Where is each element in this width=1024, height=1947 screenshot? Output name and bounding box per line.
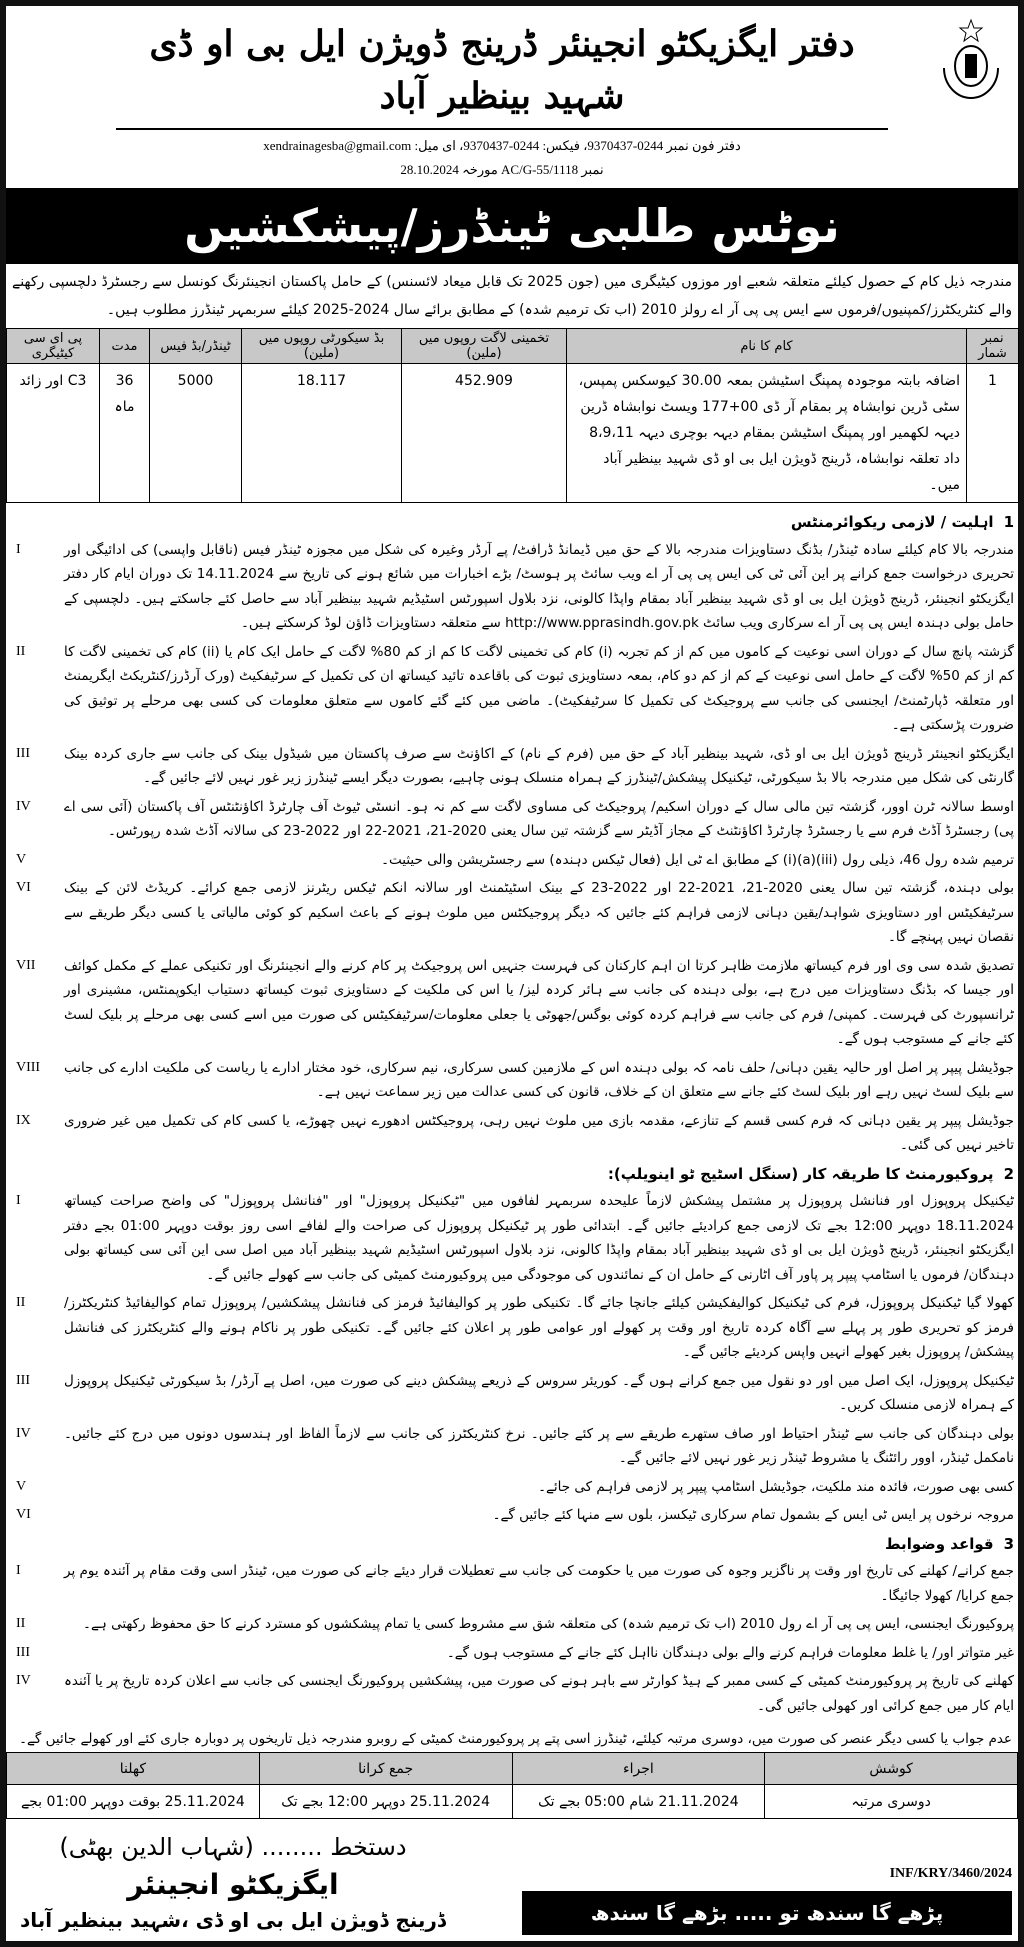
section-number: 3 [1003, 1534, 1014, 1553]
cell-category: C3 اور زائد [7, 364, 100, 503]
reference-number: نمبر AC/G-55/1118 مورخہ 28.10.2024 [400, 162, 604, 177]
clause [10, 1109, 1014, 1158]
footer-right [522, 1863, 1012, 1935]
retender-note: عدم جواب یا کسی دیگر عنصر کی صورت میں، دوسری مرتبہ کیلئے، ٹینڈرز اسی پتے پر پروکیورمنٹ کمیٹی کے روبرو مندرجہ ذیل تاریخوں پر دوبارہ جاری کئے اور کھولے جائیں گے۔ [19, 1731, 1012, 1747]
clause-text: جمع کرانے/ کھلنے کی تاریخ اور وقت پر ناگزیر وجوہ کی صورت میں یا حکومت کی جانب سے تعطیلات قرار دیئے جانے کی صورت میں، ٹینڈر اسی وقت مقام پر آئندہ یوم پر جمع کرایا/ کھولا جائیگا۔ [64, 1563, 1014, 1604]
col-header: نمبر شمار [967, 329, 1019, 364]
retender-table [6, 1752, 1018, 1819]
clause [10, 848, 1014, 873]
table-row [7, 364, 1019, 503]
clause [10, 742, 1014, 791]
cell-duration: 36 ماہ [100, 364, 150, 503]
clause-text: جوڈیشل پیپر پر اصل اور حالیہ یقین دہانی/ حلف نامہ کہ بولی دہندہ اس کے ملازمین کسی سرکاری، نیم سرکاری، خود مختار ادارے یا ریاست کی ملکیت ادارے کی جانب سے بلیک لسٹ نہیں رہے اور بلیک لسٹ کئے جانے سے متعلق ان کے خلاف، قانون کی کسی عدالت میں زیر سماعت نہیں ہے۔ [64, 1059, 1014, 1100]
clause-number: IX [16, 1112, 31, 1128]
clause-number: III [16, 1372, 30, 1388]
clause [10, 640, 1014, 738]
clause-text: مندرجہ بالا کام کیلئے سادہ ٹینڈر/ بڈنگ دستاویزات مندرجہ بالا کے حق میں ڈیمانڈ ڈرافٹ/ پے آرڈر وغیرہ کی شکل میں مجوزہ ٹینڈر فیس (ناقابل واپسی) کی ادائیگی اور تحریری درخواست جمع کرانے پر این آئی ٹی کی ایس پی پی آر اے ویب سائٹ پر ہوسٹ/ بڑے اخبارات میں شائع ہونے کی تاریخ سے 14.11.2024 تک دوران ایام کار دفتر ایگزیکٹو انجینئر، ڈرینج ڈویژن ایل بی او ڈی شہید بینظیر آباد بمقام واپڈا کالونی، نزد بلاول اسپورٹس اسٹیڈیم شہید بینظیر آباد سے حاصل کئے جاسکتے ہیں۔ دلچسپی کے حامل بولی دہندہ ایس پی پی آر اے سرکاری ویب سائٹ http://www.pprasindh.gov.pk سے متعلقہ دستاویزات ڈاؤن لوڈ کرسکتے ہیں۔ [64, 541, 1014, 631]
col-header: تخمینی لاگت روپوں میں (ملین) [402, 329, 567, 364]
signature: دستخط ........ (شہاب الدین بھٹی) [59, 1833, 407, 1861]
clause-text: تصدیق شدہ سی وی اور فرم کیساتھ ملازمت ظاہر کرتا ان اہم کارکنان کی فہرست جنہیں اس پروجیکٹ پر کام کرنے والے انجینئرنگ اور تکنیکی عملے کے مکمل کوائف اور جیسا کہ بڈنگ دستاویزات میں درج ہے، بولی دہندہ کی جانب سے ہائر کردہ لیز/ یا اس کی ملکیت کے دستاویزی ثبوت کیساتھ دستیاب ایکوپمنٹس، مشینری اور ٹرانسپورٹ کی فہرست۔ کمپنی/ فرم کی جانب سے فراہم کردہ کوئی بوگس/جھوٹی یا جعلی معلومات/سرٹیفکیٹس کی صورت میں اسے کسی بھی مرحلے پر بلیک لسٹ کئے جانے کے مستوجب ہوں گے۔ [64, 957, 1014, 1047]
clause-number: VIII [16, 1059, 41, 1075]
tender-table [6, 328, 1019, 503]
section-number: 1 [1003, 513, 1014, 531]
col-header: پی ای سی کیٹیگری [7, 329, 100, 364]
clause-text: ترمیم شدہ رول 46، ذیلی رول (iii)(a)(i) کے مطابق اے ٹی ایل (فعال ٹیکس دہندہ) سے رجسٹریشن والی حیثیت۔ [381, 851, 1014, 868]
cell-issue: 21.11.2024 شام 05:00 بجے تک [512, 1785, 765, 1819]
section-heading [10, 1162, 1014, 1187]
clause-text: بولی دہندگان کی جانب سے ٹینڈر احتیاط اور صاف ستھرے طریقے سے پر کئے جائیں۔ نرخ کنٹریکٹرز کی جانب سے لازماً الفاظ اور ہندسوں دونوں میں درج کئے جائیں۔ نامکمل ٹینڈر، اوور رائٹنگ یا مشروط ٹینڈر زیر غور نہیں لائے جائیں گے۔ [64, 1425, 1014, 1466]
section-number: 2 [1003, 1164, 1014, 1183]
section-title: قواعد وضوابط [885, 1534, 994, 1553]
clause [10, 795, 1014, 844]
clause-number: III [16, 1644, 30, 1660]
clause-text: اوسط سالانہ ٹرن اوور، گزشتہ تین مالی سال کے دوران اسکیم/ پروجیکٹ کی مساوی لاگت سے کم نہ ہو۔ انسٹی ٹیوٹ آف چارٹرڈ اکاؤنٹنٹس آف پاکستان (آئی سی اے پی) رجسٹرڈ آڈٹ فرم سے یا رجسٹرڈ چارٹرڈ اکاؤنٹنٹ کے مجاز آڈیٹر سے گزشتہ تین سال یعنی 2020-21، 2021-22 اور 2022-23 کی سالانہ آڈٹ شدہ رپورٹس۔ [64, 798, 1014, 839]
clause [10, 1291, 1014, 1365]
office-name: دفتر ایگزیکٹو انجینئر ڈرینج ڈویژن ایل بی او ڈی شہید بینظیر آباد [116, 18, 888, 130]
designation: ایگزیکٹو انجینئر [127, 1868, 339, 1901]
clause [10, 954, 1014, 1052]
clause [10, 1641, 1014, 1666]
cell-cost: 452.909 [402, 364, 567, 503]
col-header: بڈ سیکورٹی روپوں میں (ملین) [242, 329, 402, 364]
clause [10, 1475, 1014, 1500]
clause [10, 1422, 1014, 1471]
clause-text: کسی بھی صورت، فائدہ مند ملکیت، جوڈیشل اسٹامپ پیپر پر لازمی فراہم کی جائے۔ [538, 1478, 1014, 1495]
section-heading [10, 510, 1014, 535]
clause-number: VI [16, 880, 31, 895]
cell-attempt: دوسری مرتبہ [765, 1785, 1018, 1819]
clause [10, 538, 1014, 636]
clause-number: II [16, 1295, 26, 1310]
clause-number: I [16, 541, 21, 557]
col-header: مدت [100, 329, 150, 364]
clause-number: IV [16, 1673, 31, 1688]
cell-open: 25.11.2024 بوقت دوپہر 01:00 بجے [7, 1785, 260, 1819]
clause-text: کھولا گیا ٹیکنیکل پروپوزل، فرم کی ٹیکنیکل کوالیفکیشن کیلئے جانچا جائے گا۔ تکنیکی طور پر کوالیفائیڈ فرمز کی فنانشل پیشکشیں/ پروپوزل تمام کوالیفائیڈ کنٹریکٹرز/ فرمز کو تحریری طور پر پہلے سے آگاہ کردہ تاریخ اور وقت پر کھولے اور عوامی طور پر اعلان کئے جائیں گے۔ تکنیکی طور پر ناکام ہونے والے کنٹریکٹرز کی فنانشل پیشکش/ پروپوزل بغیر کھولے انہیں واپس کردیئے جائیں گے۔ [64, 1295, 1014, 1360]
clause-number: V [16, 1478, 27, 1494]
section-title: اہلیت / لازمی ریکوائرمنٹس [790, 513, 994, 531]
clause [10, 1503, 1014, 1528]
clause [10, 1612, 1014, 1637]
clause-number: VII [16, 957, 36, 973]
clause-number: I [16, 1563, 21, 1578]
col-header: کھلنا [7, 1753, 260, 1785]
cell-fee: 5000 [150, 364, 242, 503]
clause-number: II [16, 643, 26, 659]
cell-no: 1 [967, 364, 1019, 503]
slogan-banner: پڑھے گا سندھ تو ..... بڑھے گا سندھ [522, 1891, 1012, 1935]
contact-info: دفتر فون نمبر 0244-9370437، فیکس: 0244-9370437، ای میل: xendrainagesba@gmail.com [263, 138, 741, 153]
clause-number: VI [16, 1507, 31, 1522]
clause-text: ایگزیکٹو انجینئر ڈرینج ڈویژن ایل بی او ڈی، شہید بینظیر آباد کے حق میں (فرم کے نام) کے اکاؤنٹ سے صرف پاکستان میں شیڈول بینک کی جانب سے جاری کردہ بینک گارنٹی کی شکل میں مندرجہ بالا بڈ سیکورٹی، ٹیکنیکل پیشکش/ٹینڈرز کے ہمراہ منسلک ہونی چاہیے، بصورت دیگر ایسے ٹینڈرز زیر غور نہیں لائے جائیں گے۔ [64, 745, 1014, 786]
signature-block [20, 1829, 446, 1935]
section-title: پروکیورمنٹ کا طریقہ کار (سنگل اسٹیج ٹو اینویلپ): [607, 1164, 994, 1183]
notice-title: نوٹس طلبی ٹینڈرز/پیشکشیں [6, 188, 1018, 264]
col-header: کام کا نام [567, 329, 967, 364]
clause-text: ٹیکنیکل پروپوزل اور فنانشل پروپوزل پر مشتمل پیشکش لازماً علیحدہ سربمہر لفافوں میں "ٹیکنیکل پروپوزل" اور "فنانشل پروپوزل" کی واضح صراحت کیساتھ 18.11.2024 دوپہر 12:00 بجے تک لازمی جمع کرادیئے جائیں گے۔ ابتدائی طور پر ٹیکنیکل پروپوزل کی صراحت والے لفافے اسی روز بوقت دوپہر 01:00 بجے دفتر ایگزیکٹو انجینئر، ڈرینج ڈویژن ایل بی او ڈی شہید بینظیر آباد بمقام واپڈا کالونی، نزد بلاول اسپورٹس اسٹیڈیم شہید بینظیر آباد میں اصل سی این آئی سی کیساتھ بولی دہندگان/ فرموں یا اسٹامپ پیپر پر پاور آف اٹارنی کے حامل ان کے نمائندوں کی موجودگی میں پروکیورمنٹ کمیٹی کی جانب سے کھولے جائیں گے۔ [64, 1193, 1014, 1283]
cell-submit: 25.11.2024 دوپہر 12:00 بجے تک [259, 1785, 512, 1819]
clause-text: جوڈیشل پیپر پر یقین دہانی کہ فرم کسی قسم کے تنازعے، مقدمہ بازی میں ملوث نہیں رہی، پروجیکٹس ادھورے نہیں چھوڑے، یا کسی کام کی تکمیل میں غیر ضروری تاخیر نہیں کی گئی۔ [64, 1112, 1014, 1153]
cell-security: 18.117 [242, 364, 402, 503]
clause-number: IV [16, 798, 31, 814]
clause [10, 1056, 1014, 1105]
clause-text: غیر متواتر اور/ یا غلط معلومات فراہم کرنے والے بولی دہندگان نااہل کئے جانے کے مستوجب ہوں گے۔ [446, 1644, 1014, 1661]
clause [10, 1559, 1014, 1608]
col-header: ٹینڈر/بڈ فیس [150, 329, 242, 364]
sindh-government-emblem-icon [934, 18, 1008, 108]
intro-text: مندرجہ ذیل کام کے حصول کیلئے متعلقہ شعبے اور موزوں کیٹیگری میں (جون 2025 تک قابل میعاد لائسنس) کے حامل پاکستان انجینئرنگ کونسل سے رجسٹرڈ دلچسپی رکھنے والے کنٹریکٹرز/کمپنیوں/فرموں سے ایس پی پی آر اے رولز 2010 (اب تک ترمیم شدہ) کے مطابق برائے سال 2024-2025 کیلئے سربمہر ٹینڈرز مطلوب ہیں۔ [12, 274, 1012, 318]
clause [10, 1369, 1014, 1418]
col-header: اجراء [512, 1753, 765, 1785]
clause-text: مروجہ نرخوں پر ایس ٹی ایس کے بشمول تمام سرکاری ٹیکسز، بلوں سے منہا کئے جائیں گے۔ [492, 1507, 1014, 1523]
clause-number: III [16, 745, 30, 761]
inf-number: INF/KRY/3460/2024 [889, 1866, 1012, 1881]
clause-number: I [16, 1193, 21, 1208]
clause [10, 876, 1014, 950]
clause-text: پروکیورنگ ایجنسی، ایس پی پی آر اے رول 2010 (اب تک ترمیم شدہ) کی متعلقہ شق سے مشروط کسی یا تمام پیشکشوں کو مسترد کرنے کا حق محفوظ رکھتی ہے۔ [83, 1616, 1014, 1632]
clause [10, 1189, 1014, 1287]
section-heading [10, 1532, 1014, 1557]
cell-work: اضافہ بابتہ موجودہ پمپنگ اسٹیشن بمعہ 30.00 کیوسکس پمپس، سٹی ڈرین نوابشاہ پر بمقام آر ڈی 00+177 ویسٹ نوابشاہ ڈرین دیہہ لکھمیر اور پمپنگ اسٹیشن بمقام دیہہ بوچری دیہہ 8،9،11 داد تعلقہ نوابشاہ، ڈرینج ڈویژن ایل بی او ڈی شہید بینظیر آباد میں۔ [567, 364, 967, 503]
clause-text: بولی دہندہ، گزشتہ تین سال یعنی 2020-21، 2021-22 اور 2022-23 کے بینک اسٹیٹمنٹ اور سالانہ انکم ٹیکس ریٹرنز لازمی جمع کرائے۔ کریڈٹ لائن کے بینک سرٹیفکیٹس اور دستاویزی شواہد/یقین دہانی لازمی فراہم کئے جائیں کہ دیگر پروجیکٹس میں ملوث ہونے کے باعث اسکیم کو کوئی مالیاتی یا کسی دیگر طریقے سے نقصان نہیں پہنچے گا۔ [64, 880, 1014, 945]
notice-body [6, 503, 1018, 1726]
clause [10, 1669, 1014, 1718]
col-header: جمع کرانا [259, 1753, 512, 1785]
col-header: کوشش [765, 1753, 1018, 1785]
division-name: ڈرینج ڈویژن ایل بی او ڈی ،شہید بینظیر آباد [20, 1908, 446, 1932]
letterhead [6, 6, 1018, 188]
clause-text: کھلنے کی تاریخ پر پروکیورمنٹ کمیٹی کے کسی ممبر کے ہیڈ کوارٹر سے باہر ہونے کی صورت میں، پیشکشیں پروکیورنگ ایجنسی کی جانب سے اعلان کردہ تاریخ پر یا آئندہ ایام کار میں جمع کرائی اور کھولی جائیں گی۔ [64, 1673, 1014, 1714]
clause-number: IV [16, 1425, 31, 1441]
clause-number: II [16, 1616, 26, 1631]
clause-number: V [16, 851, 27, 867]
clause-text: گزشتہ پانچ سال کے دوران اسی نوعیت کے کاموں میں کم از کم تجربہ (i) کام کی تخمینی لاگت کا کم از کم 80% لاگت کے حامل ایک کام یا (ii) کام کی تخمینی لاگت کا کم از کم 50% لاگت کے حامل اسی نوعیت کے کم از کم دو کام، بمعہ دستاویزی ثبوت کی باقاعدہ تائید کیساتھ ان کی تکمیل کے سرٹیفکیٹ (ورک آرڈرز/کنٹریکٹ ایگریمنٹ اور متعلقہ ڈپارٹمنٹ/ ایجنسی کی جانب سے پروجیکٹ کی تکمیل کا سرٹیفکیٹ)۔ ماضی میں کئے گئے کاموں سے متعلق معلومات کی کسی بھی مرحلے پر توثیق کی ضرورت پڑسکتی ہے۔ [64, 643, 1015, 733]
clause-text: ٹیکنیکل پروپوزل، ایک اصل میں اور دو نقول میں جمع کرانے ہوں گے۔ کوریئر سروس کے ذریعے پیشکش دینے کی صورت میں، اصل پے آرڈر/ بڈ سیکورٹی ٹیکنیکل پروپوزل کے ہمراہ لازمی منسلک کریں۔ [64, 1372, 1014, 1413]
table-row [7, 1785, 1018, 1819]
